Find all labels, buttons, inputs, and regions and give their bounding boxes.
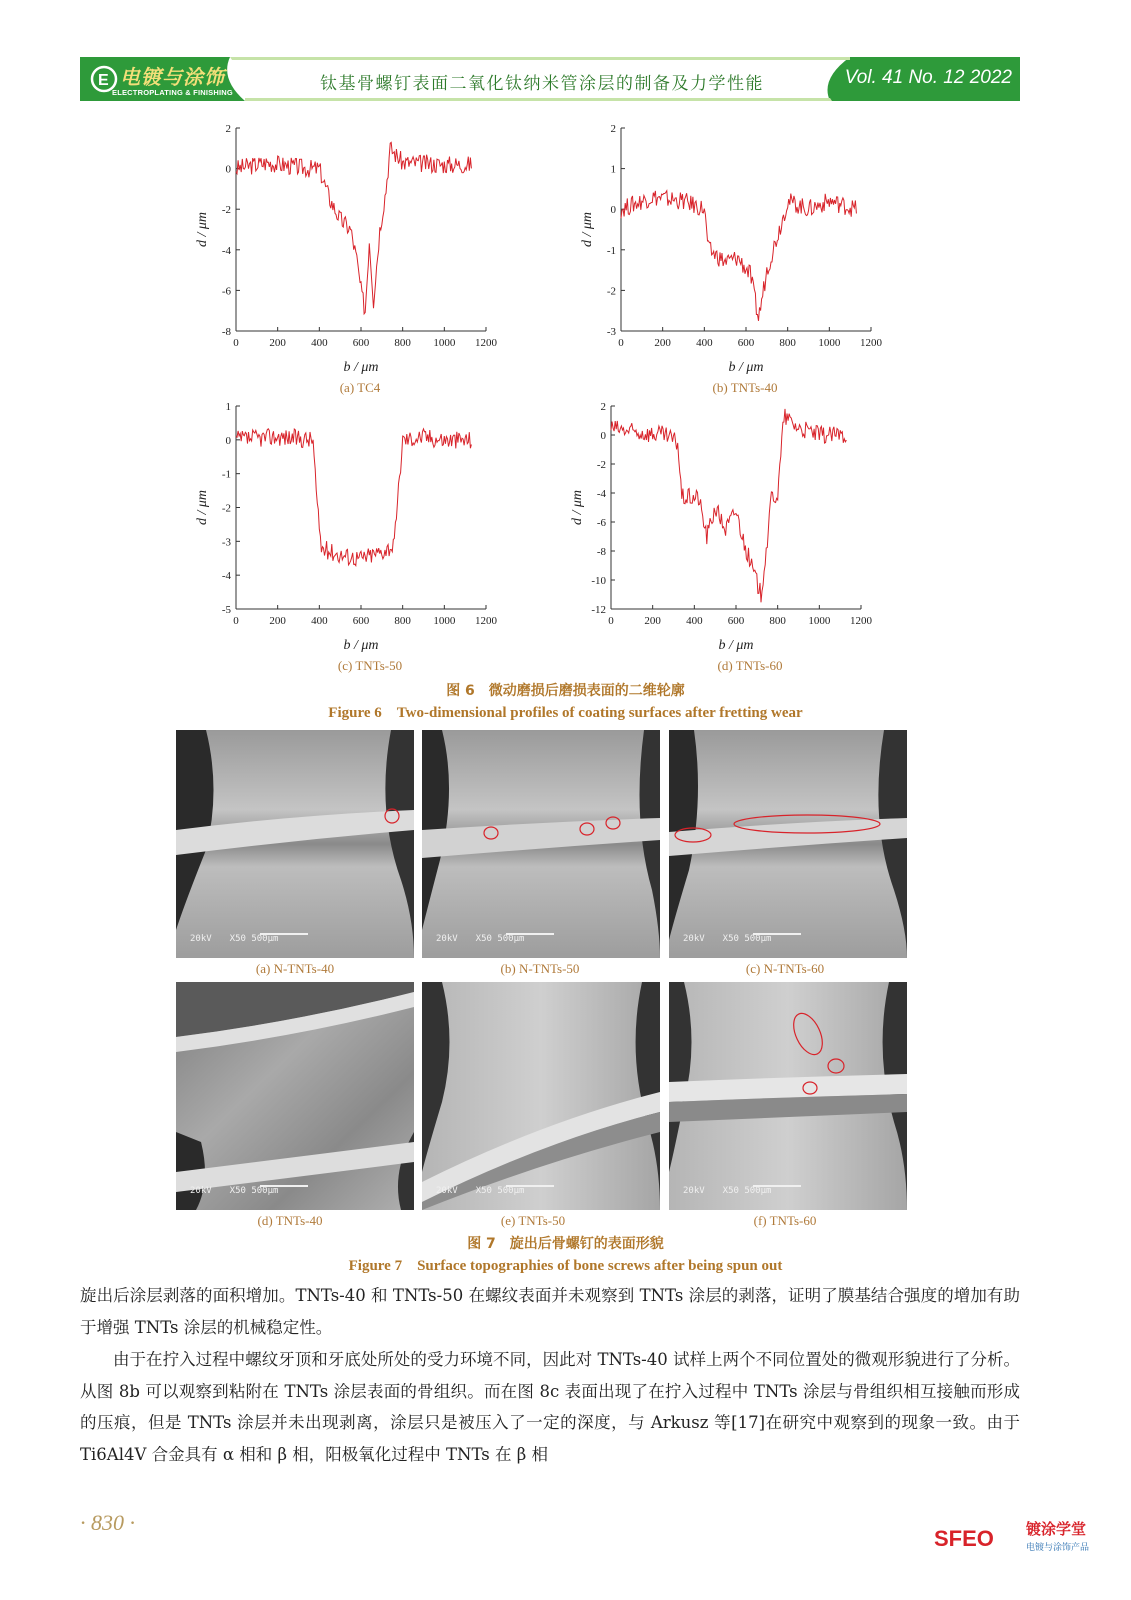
x-tick-label: 0 bbox=[233, 615, 239, 627]
x-tick-label: 0 bbox=[618, 337, 624, 349]
x-tick-label: 200 bbox=[644, 615, 661, 627]
x-tick-label: 1000 bbox=[433, 615, 456, 627]
profile-plot-a bbox=[190, 118, 520, 380]
profile-line bbox=[621, 191, 856, 321]
profile-plot-d bbox=[565, 396, 895, 658]
y-tick-label: -8 bbox=[596, 546, 606, 558]
footer-logo-sub: 电镀与涂饰产品 bbox=[1026, 1543, 1090, 1553]
caption-7f: (f) TNTs-60 bbox=[753, 1213, 817, 1228]
y-tick-label: 1 bbox=[610, 163, 616, 176]
y-tick-label: 0 bbox=[600, 430, 606, 442]
caption-a: (a) TC4 bbox=[339, 380, 381, 395]
y-tick-label: -3 bbox=[606, 326, 616, 338]
x-tick-label: 400 bbox=[311, 615, 328, 627]
sem-image-b bbox=[422, 730, 660, 958]
y-tick-label: -5 bbox=[221, 604, 231, 616]
y-tick-label: -4 bbox=[221, 570, 231, 583]
x-tick-label: 600 bbox=[737, 337, 755, 349]
caption-7d: (d) TNTs-40 bbox=[257, 1213, 323, 1228]
x-axis-label: b / μm bbox=[728, 360, 764, 375]
profile-plot-b bbox=[575, 118, 905, 380]
scale-text: 20kV X50 500μm bbox=[190, 1186, 279, 1196]
sem-image-c bbox=[669, 730, 907, 958]
profile-plot-c bbox=[190, 396, 520, 658]
journal-logo-cn: 电镀与涂饰 bbox=[120, 65, 225, 89]
paragraph-2: 由于在拧入过程中螺纹牙顶和牙底处所处的受力环境不同，因此对 TNTs-40 试样上两个不同位置处的微观形貌进行了分析。从图 8b 可以观察到粘附在 TNTs 涂层表面的骨组织。而在图 8c 表面出现了在拧入过程中 TNTs 涂层与骨组织相互接触而形成的压痕，但是 TNTs 涂层并未出现剥离，涂层只是被压入了一定的深度，与 Arkusz 等[17]在研究中观察到的现象一致。由于 Ti6Al4V 合金具有 α 相和 β 相，阳极氧化过程中 TNTs 在 β 相 bbox=[80, 1350, 1020, 1464]
x-tick-label: 1200 bbox=[475, 337, 497, 349]
figure7-title-cn: 图 7 旋出后骨螺钉的表面形貌 bbox=[467, 1236, 664, 1252]
y-tick-label: 1 bbox=[225, 401, 231, 413]
x-axis-label: b / μm bbox=[343, 638, 379, 653]
y-tick-label: -2 bbox=[221, 204, 231, 217]
y-tick-label: 0 bbox=[225, 163, 231, 176]
journal-header bbox=[80, 57, 1020, 101]
sem-image-d bbox=[176, 982, 414, 1210]
page-number: · 830 · bbox=[80, 1510, 135, 1535]
scale-text: 20kV X50 500μm bbox=[436, 1186, 525, 1196]
x-tick-label: 1000 bbox=[433, 337, 456, 349]
y-tick-label: -8 bbox=[221, 326, 231, 338]
y-tick-label: -12 bbox=[591, 604, 606, 616]
figure6-title-en: Figure 6 Two-dimensional profiles of coating surfaces after fretting wear bbox=[328, 705, 803, 721]
scale-text: 20kV X50 500μm bbox=[683, 1186, 772, 1196]
caption-b: (b) TNTs-40 bbox=[712, 380, 778, 395]
y-tick-label: 2 bbox=[225, 123, 231, 135]
footer-logo bbox=[934, 1516, 1114, 1576]
y-tick-label: -4 bbox=[596, 488, 606, 500]
profile-line bbox=[236, 429, 471, 566]
x-tick-label: 1200 bbox=[850, 615, 872, 627]
y-tick-label: -10 bbox=[591, 575, 606, 587]
scale-text: 20kV X50 500μm bbox=[190, 934, 279, 944]
journal-logo-en: ELECTROPLATING & FINISHING bbox=[112, 88, 233, 97]
x-tick-label: 1000 bbox=[818, 337, 841, 349]
x-tick-label: 1200 bbox=[860, 337, 882, 349]
y-axis-label: d / μm bbox=[570, 489, 585, 526]
x-tick-label: 1000 bbox=[808, 615, 831, 627]
y-tick-label: -3 bbox=[221, 536, 231, 549]
paragraph-1: 旋出后涂层剥落的面积增加。TNTs-40 和 TNTs-50 在螺纹表面并未观察到 TNTs 涂层的剥落，证明了膜基结合强度的增加有助于增强 TNTs 涂层的机械稳定性。 bbox=[80, 1286, 1020, 1337]
caption-c: (c) TNTs-50 bbox=[337, 658, 403, 673]
y-tick-label: 0 bbox=[225, 434, 231, 447]
profile-line bbox=[236, 142, 471, 314]
x-tick-label: 800 bbox=[394, 615, 411, 627]
y-tick-label: 0 bbox=[610, 204, 616, 217]
x-tick-label: 200 bbox=[269, 337, 286, 349]
figure7-title-en: Figure 7 Surface topographies of bone screws after being spun out bbox=[348, 1258, 783, 1274]
x-tick-label: 400 bbox=[696, 337, 713, 349]
y-tick-label: 2 bbox=[610, 123, 616, 135]
caption-7e: (e) TNTs-50 bbox=[500, 1213, 566, 1228]
x-tick-label: 800 bbox=[769, 615, 786, 627]
y-tick-label: -2 bbox=[596, 459, 606, 471]
article-title: 钛基骨螺钉表面二氧化钛纳米管涂层的制备及力学性能 bbox=[320, 74, 764, 94]
sem-image-e bbox=[422, 982, 660, 1210]
svg-text:E: E bbox=[98, 72, 109, 89]
x-tick-label: 600 bbox=[727, 615, 745, 627]
scale-text: 20kV X50 500μm bbox=[436, 934, 525, 944]
figure6-title-cn: 图 6 微动磨损后磨损表面的二维轮廓 bbox=[446, 683, 685, 699]
y-axis-label: d / μm bbox=[195, 489, 210, 526]
y-axis-label: d / μm bbox=[195, 211, 210, 248]
x-tick-label: 1200 bbox=[475, 615, 497, 627]
footer-logo-cn: 镀涂学堂 bbox=[1026, 1520, 1087, 1538]
caption-7c: (c) N-TNTs-60 bbox=[745, 961, 825, 976]
x-tick-label: 400 bbox=[311, 337, 328, 349]
volume-info: Vol. 41 No. 12 2022 bbox=[844, 67, 1012, 88]
scale-text: 20kV X50 500μm bbox=[683, 934, 772, 944]
y-tick-label: -6 bbox=[221, 285, 231, 298]
profile-line bbox=[611, 409, 846, 602]
x-tick-label: 200 bbox=[269, 615, 286, 627]
x-tick-label: 800 bbox=[394, 337, 411, 349]
x-axis-label: b / μm bbox=[343, 360, 379, 375]
y-tick-label: -6 bbox=[596, 517, 606, 529]
x-axis-label: b / μm bbox=[718, 638, 754, 653]
sem-image-a bbox=[176, 730, 414, 958]
x-tick-label: 0 bbox=[608, 615, 614, 627]
y-tick-label: -1 bbox=[221, 468, 231, 481]
x-tick-label: 600 bbox=[352, 615, 370, 627]
y-tick-label: -2 bbox=[606, 285, 616, 298]
y-tick-label: -1 bbox=[606, 244, 616, 257]
x-tick-label: 600 bbox=[352, 337, 370, 349]
y-tick-label: -4 bbox=[221, 244, 231, 257]
caption-d: (d) TNTs-60 bbox=[717, 658, 783, 673]
y-axis-label: d / μm bbox=[580, 211, 595, 248]
sem-image-f bbox=[669, 982, 907, 1210]
y-tick-label: -2 bbox=[221, 502, 231, 515]
x-tick-label: 800 bbox=[779, 337, 796, 349]
caption-7a: (a) N-TNTs-40 bbox=[255, 961, 335, 976]
caption-7b: (b) N-TNTs-50 bbox=[500, 961, 580, 976]
x-tick-label: 200 bbox=[654, 337, 671, 349]
x-tick-label: 0 bbox=[233, 337, 239, 349]
x-tick-label: 400 bbox=[686, 615, 703, 627]
footer-logo-main: SFEO bbox=[934, 1526, 994, 1551]
y-tick-label: 2 bbox=[600, 401, 606, 413]
